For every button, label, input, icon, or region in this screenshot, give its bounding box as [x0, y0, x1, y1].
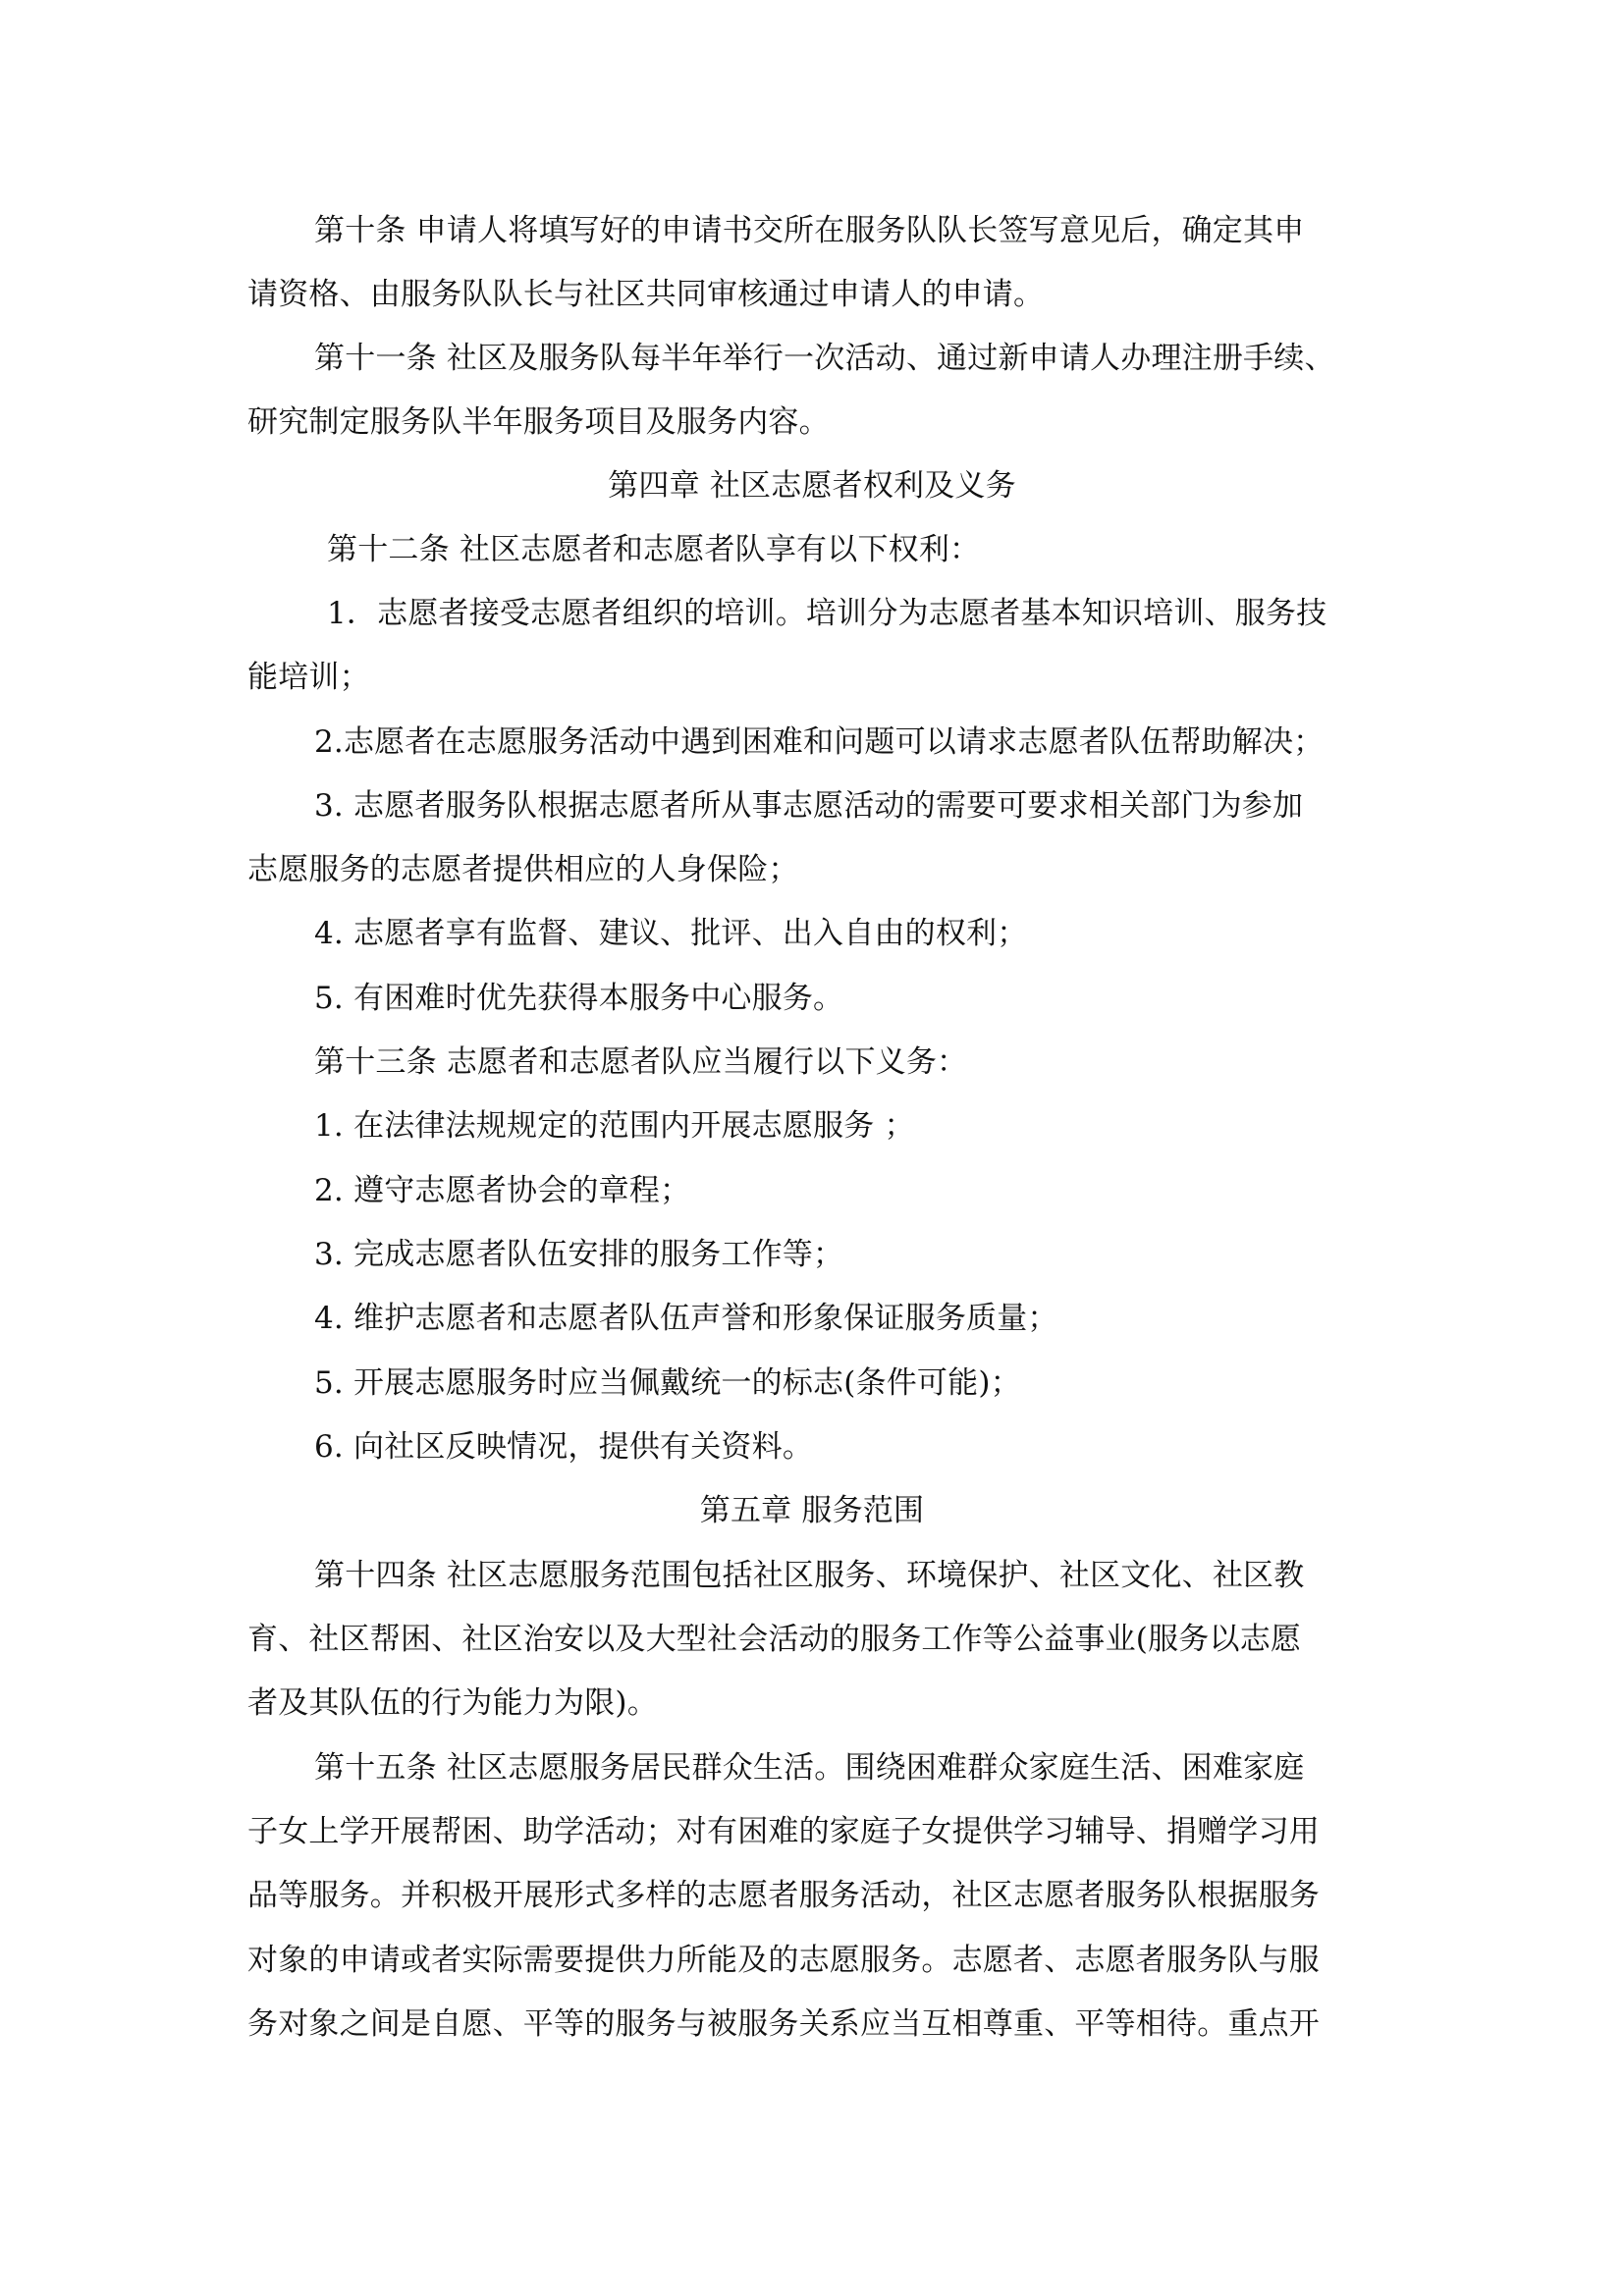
right-3-line-1: 3. 志愿者服务队根据志愿者所从事志愿活动的需要可要求相关部门为参加: [314, 788, 1304, 824]
article-10-line-2: 请资格、由服务队队长与社区共同审核通过申请人的申请。: [247, 277, 1045, 312]
article-15-line-4: 对象的申请或者实际需要提供力所能及的志愿服务。志愿者、志愿者服务队与服: [247, 1943, 1320, 1978]
duty-4: 4. 维护志愿者和志愿者队伍声誉和形象保证服务质量；: [314, 1301, 1058, 1336]
chapter-4-heading: 第四章 社区志愿者权利及义务: [608, 468, 1016, 504]
article-14-line-2: 育、社区帮困、社区治安以及大型社会活动的服务工作等公益事业(服务以志愿: [247, 1622, 1302, 1657]
article-13-heading: 第十三条 志愿者和志愿者队应当履行以下义务：: [314, 1044, 968, 1080]
article-12-heading: 第十二条 社区志愿者和志愿者队享有以下权利：: [327, 532, 981, 567]
article-15-line-2: 子女上学开展帮困、助学活动；对有困难的家庭子女提供学习辅导、捐赠学习用: [247, 1814, 1320, 1849]
right-1-line-1: 1．志愿者接受志愿者组织的培训。培训分为志愿者基本知识培训、服务技: [327, 596, 1327, 631]
right-4: 4. 志愿者享有监督、建议、批评、出入自由的权利；: [314, 916, 1028, 951]
duty-5: 5. 开展志愿服务时应当佩戴统一的标志(条件可能)；: [314, 1365, 1021, 1401]
article-11-line-1: 第十一条 社区及服务队每半年举行一次活动、通过新申请人办理注册手续、: [314, 341, 1335, 376]
duty-3: 3. 完成志愿者队伍安排的服务工作等；: [314, 1237, 844, 1272]
right-1-line-2: 能培训；: [247, 660, 370, 695]
article-15-line-1: 第十五条 社区志愿服务居民群众生活。围绕困难群众家庭生活、困难家庭: [314, 1750, 1305, 1786]
chapter-5-heading: 第五章 服务范围: [699, 1493, 925, 1528]
article-11-line-2: 研究制定服务队半年服务项目及服务内容。: [247, 404, 830, 440]
right-3-line-2: 志愿服务的志愿者提供相应的人身保险；: [247, 852, 799, 887]
duty-2: 2. 遵守志愿者协会的章程；: [314, 1173, 691, 1208]
article-14-line-1: 第十四条 社区志愿服务范围包括社区服务、环境保护、社区文化、社区教: [314, 1558, 1305, 1593]
duty-1: 1. 在法律法规规定的范围内开展志愿服务 ；: [314, 1108, 915, 1144]
article-15-line-3: 品等服务。并积极开展形式多样的志愿者服务活动，社区志愿者服务队根据服务: [247, 1878, 1320, 1913]
article-10-line-1: 第十条 申请人将填写好的申请书交所在服务队队长签写意见后，确定其申: [314, 213, 1305, 248]
duty-6: 6. 向社区反映情况，提供有关资料。: [314, 1429, 814, 1465]
article-15-line-5: 务对象之间是自愿、平等的服务与被服务关系应当互相尊重、平等相待。重点开: [247, 2006, 1320, 2042]
right-5: 5. 有困难时优先获得本服务中心服务。: [314, 981, 844, 1016]
right-2: 2.志愿者在志愿服务活动中遇到困难和问题可以请求志愿者队伍帮助解决；: [314, 724, 1325, 760]
article-14-line-3: 者及其队伍的行为能力为限)。: [247, 1685, 658, 1721]
